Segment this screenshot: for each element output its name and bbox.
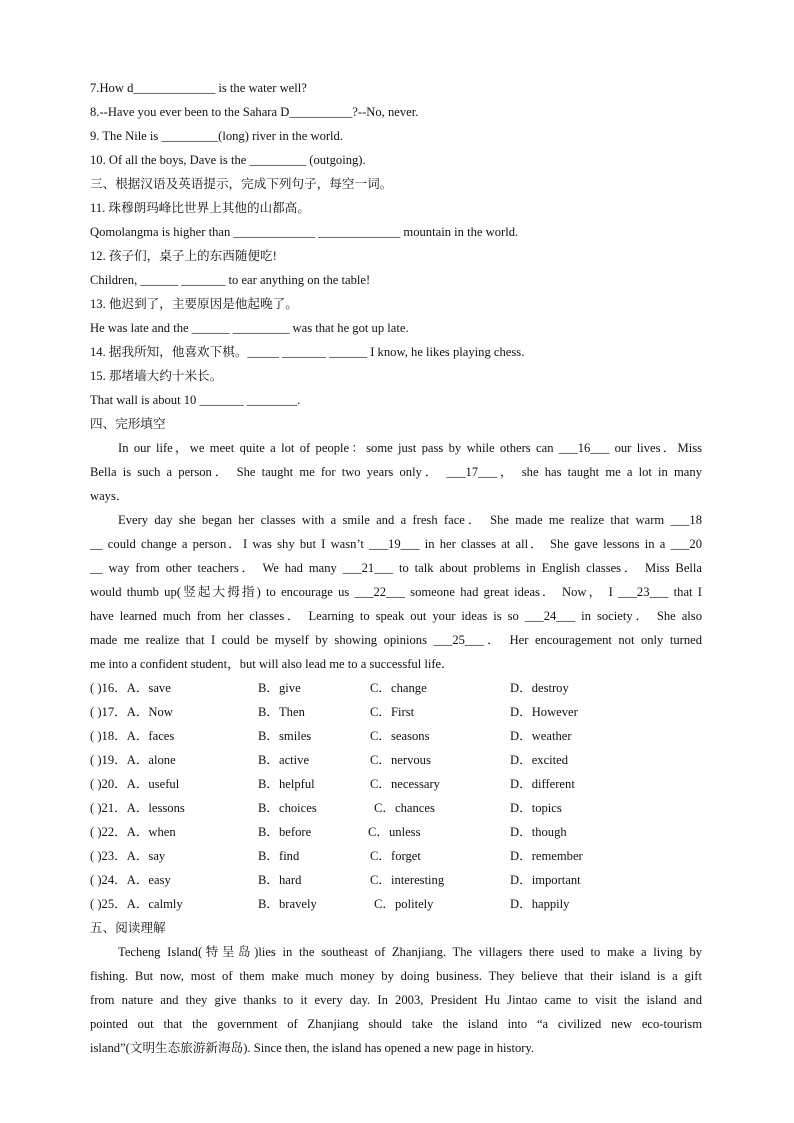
cloze-line: __ could change a person．I was shy but I wasn’t ___19___ in her classes at all． She gave lessons in a ___20 xyxy=(90,537,702,551)
option-c: C．politely xyxy=(374,897,434,911)
question-8: 8.--Have you ever been to the Sahara D__________?--No, never. xyxy=(90,105,419,119)
option-d: D．remember xyxy=(510,849,583,863)
question-15-en: That wall is about 10 _______ ________. xyxy=(90,393,301,407)
section-3-heading: 三、根据汉语及英语提示，完成下列句子，每空一词。 xyxy=(90,177,393,191)
question-12-cn: 12. 孩子们，桌子上的东西随便吃! xyxy=(90,249,277,263)
option-b: B．smiles xyxy=(258,729,312,743)
answer-bracket: ( )17．A．Now xyxy=(90,705,173,719)
option-d: D．different xyxy=(510,777,575,791)
cloze-line: me into a confident student，but will also lead me to a successful life． xyxy=(90,657,454,671)
question-13-en: He was late and the ______ _________ was that he got up late. xyxy=(90,321,409,335)
option-b: B．give xyxy=(258,681,301,695)
question-9: 9. The Nile is _________(long) river in the world. xyxy=(90,129,344,143)
cloze-line: Every day she began her classes with a smile and a fresh face． She made me realize that warm ___18 xyxy=(118,513,702,527)
question-10: 10. Of all the boys, Dave is the _________ (outgoing). xyxy=(90,153,366,167)
answer-bracket: ( )22．A．when xyxy=(90,825,176,839)
option-c: C．First xyxy=(370,705,415,719)
answer-bracket: ( )18．A．faces xyxy=(90,729,175,743)
answer-bracket: ( )24．A．easy xyxy=(90,873,171,887)
reading-line: pointed out that the government of Zhanjiang should take the island into “a civilized new eco-tourism xyxy=(90,1017,702,1031)
answer-bracket: ( )16．A．save xyxy=(90,681,171,695)
question-11-cn: 11. 珠穆朗玛峰比世界上其他的山都高。 xyxy=(90,201,310,215)
reading-line: fishing. But now, most of them make much money by doing business. They believe that their island is a gift xyxy=(90,969,702,983)
option-b: B．bravely xyxy=(258,897,317,911)
option-d: D．happily xyxy=(510,897,570,911)
answer-bracket: ( )25．A．calmly xyxy=(90,897,183,911)
option-c: C．interesting xyxy=(370,873,445,887)
option-d: D．though xyxy=(510,825,567,839)
question-11-en: Qomolangma is higher than _____________ _____________ mountain in the world. xyxy=(90,225,519,239)
option-b: B．Then xyxy=(258,705,305,719)
option-c: C．change xyxy=(370,681,427,695)
option-c: C．nervous xyxy=(370,753,431,767)
answer-bracket: ( )23．A．say xyxy=(90,849,166,863)
option-c: C．unless xyxy=(368,825,421,839)
question-14: 14. 据我所知，他喜欢下棋。_____ _______ ______ I know, he likes playing chess. xyxy=(90,345,525,359)
option-c: C．necessary xyxy=(370,777,440,791)
option-d: D．weather xyxy=(510,729,572,743)
cloze-line: have learned much from her classes． Learning to speak out your ideas is so ___24___ in society． She also xyxy=(90,609,702,623)
question-15-cn: 15. 那堵墙大约十米长。 xyxy=(90,369,223,383)
cloze-line: made me realize that I could be myself by showing opinions ___25___． Her encouragement not only turned xyxy=(90,633,702,647)
option-b: B．choices xyxy=(258,801,317,815)
cloze-line: would thumb up(竖起大拇指) to encourage us ___22___ someone had great ideas． Now， I ___23___ that I xyxy=(90,585,702,599)
section-5-heading: 五、阅读理解 xyxy=(90,921,166,935)
cloze-line: Bella is such a person． She taught me for two years only． ___17___， she has taught me a lot in many xyxy=(90,465,702,479)
option-c: C．seasons xyxy=(370,729,430,743)
option-d: D．important xyxy=(510,873,581,887)
reading-line: Techeng Island(特呈岛)lies in the southeast of Zhanjiang. The villagers there used to make a living by xyxy=(118,945,702,959)
answer-bracket: ( )20．A．useful xyxy=(90,777,180,791)
reading-line: island”(文明生态旅游新海岛). Since then, the island has opened a new page in history. xyxy=(90,1041,535,1055)
option-d: D．destroy xyxy=(510,681,569,695)
option-b: B．helpful xyxy=(258,777,315,791)
cloze-line: In our life，we meet quite a lot of people：some just pass by while others can ___16___ our lives．Miss xyxy=(118,441,702,455)
question-12-en: Children, ______ _______ to ear anything on the table! xyxy=(90,273,371,287)
option-d: D．topics xyxy=(510,801,562,815)
option-b: B．active xyxy=(258,753,310,767)
option-b: B．before xyxy=(258,825,312,839)
question-7: 7.How d_____________ is the water well? xyxy=(90,81,307,95)
option-d: D．However xyxy=(510,705,578,719)
cloze-line: __ way from other teachers． We had many ___21___ to talk about problems in English classes． Miss Bella xyxy=(90,561,702,575)
section-4-heading: 四、完形填空 xyxy=(90,417,166,431)
option-d: D．excited xyxy=(510,753,569,767)
option-b: B．hard xyxy=(258,873,302,887)
option-c: C．chances xyxy=(374,801,435,815)
cloze-line: ways． xyxy=(90,489,129,503)
question-13-cn: 13. 他迟到了，主要原因是他起晚了。 xyxy=(90,297,298,311)
reading-line: from nature and they give thanks to it every day. In 2003, President Hu Jintao came to visit the island and xyxy=(90,993,702,1007)
option-c: C．forget xyxy=(370,849,421,863)
answer-bracket: ( )21．A．lessons xyxy=(90,801,185,815)
option-b: B．find xyxy=(258,849,300,863)
answer-bracket: ( )19．A．alone xyxy=(90,753,176,767)
